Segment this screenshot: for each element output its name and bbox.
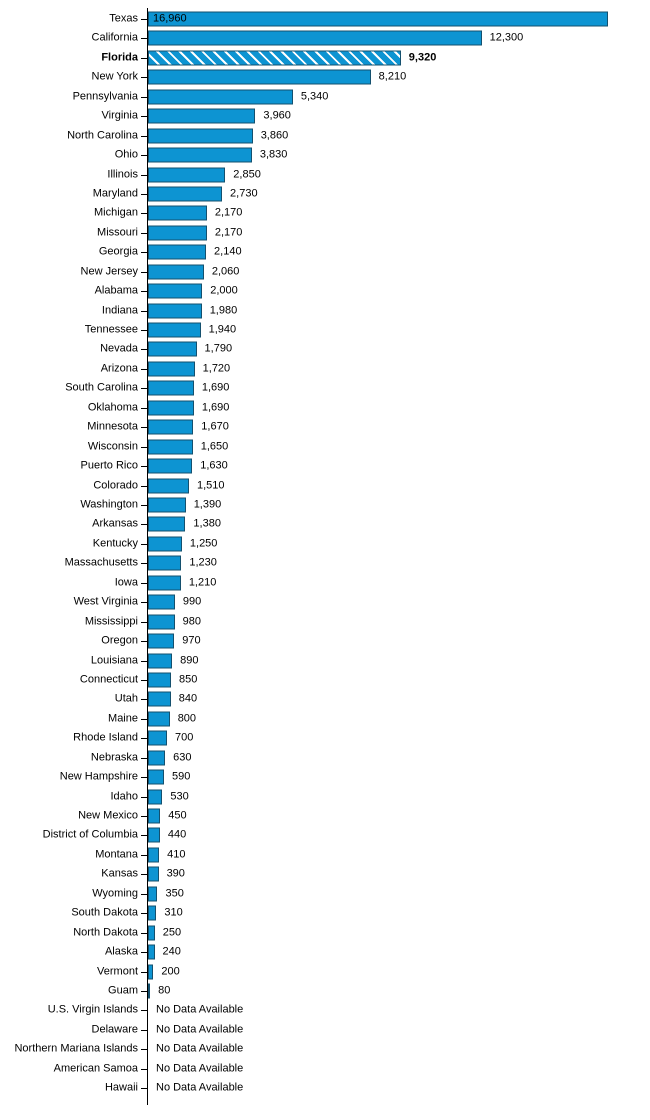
axis-tick	[141, 388, 147, 389]
chart-row	[0, 29, 650, 48]
chart-row	[0, 145, 650, 164]
category-label: Wisconsin	[87, 440, 138, 453]
chart-row	[0, 184, 650, 203]
axis-tick	[141, 1049, 147, 1050]
category-label: West Virginia	[73, 595, 138, 608]
value-label: 800	[177, 712, 197, 725]
axis-tick	[141, 913, 147, 914]
category-label: Arizona	[100, 362, 138, 375]
bar[interactable]	[148, 595, 175, 610]
bar[interactable]	[148, 925, 155, 940]
value-label: 980	[182, 615, 201, 628]
chart-row	[0, 87, 650, 106]
axis-tick	[141, 38, 147, 39]
bar[interactable]	[148, 906, 156, 921]
axis-tick	[141, 505, 147, 506]
axis-tick	[141, 894, 147, 895]
axis-tick	[141, 330, 147, 331]
chart-row	[0, 48, 650, 67]
chart-row	[0, 9, 650, 28]
bar[interactable]	[148, 536, 182, 551]
value-label: 5,340	[300, 90, 329, 103]
bar[interactable]	[148, 89, 293, 104]
category-label: California	[91, 31, 138, 44]
chart-row	[0, 593, 650, 612]
chart-row	[0, 981, 650, 1000]
chart-row	[0, 962, 650, 981]
category-label: New Jersey	[80, 265, 138, 278]
category-label: Alabama	[94, 284, 138, 297]
chart-row	[0, 1001, 650, 1020]
bar[interactable]	[148, 770, 164, 785]
category-label: South Carolina	[65, 381, 138, 394]
axis-tick	[141, 77, 147, 78]
value-label: 2,170	[214, 226, 243, 239]
axis-tick	[141, 1010, 147, 1011]
category-label: Arkansas	[92, 517, 138, 530]
axis-tick	[141, 272, 147, 273]
axis-tick	[141, 58, 147, 59]
value-label: 1,940	[208, 323, 237, 336]
category-label: Mississippi	[84, 615, 138, 628]
axis-tick	[141, 991, 147, 992]
axis-tick	[141, 252, 147, 253]
value-label: 240	[162, 945, 181, 958]
chart-row	[0, 709, 650, 728]
bar[interactable]	[148, 653, 172, 668]
category-label: U.S. Virgin Islands	[47, 1003, 138, 1016]
category-label: Kentucky	[92, 537, 138, 550]
chart-row	[0, 262, 650, 281]
category-label: Minnesota	[87, 420, 138, 433]
axis-tick	[141, 466, 147, 467]
category-label: Texas	[109, 12, 138, 25]
value-label: 80	[158, 984, 171, 997]
category-label: Oklahoma	[87, 401, 138, 414]
bar[interactable]	[148, 264, 204, 279]
axis-tick	[141, 116, 147, 117]
category-label: Guam	[108, 984, 138, 997]
axis-tick	[141, 797, 147, 798]
category-label: Louisiana	[90, 654, 138, 667]
value-label: 3,960	[263, 109, 291, 122]
axis-tick	[141, 233, 147, 234]
value-label: 1,210	[188, 576, 217, 589]
chart-row	[0, 515, 650, 534]
category-label: Oregon	[101, 634, 138, 647]
axis-tick	[141, 136, 147, 137]
value-label: 250	[162, 926, 182, 939]
chart-row	[0, 904, 650, 923]
axis-tick	[141, 427, 147, 428]
value-label: 200	[161, 965, 180, 978]
value-label: 450	[168, 809, 187, 822]
bar[interactable]	[148, 672, 171, 687]
chart-row	[0, 418, 650, 437]
no-data-label: No Data Available	[156, 1023, 244, 1036]
value-label: 1,390	[193, 498, 222, 511]
axis-tick	[141, 855, 147, 856]
bar[interactable]	[148, 284, 202, 299]
bar[interactable]	[148, 323, 201, 338]
chart-row	[0, 670, 650, 689]
category-label: Kansas	[101, 867, 138, 880]
value-label: 1,690	[201, 401, 230, 414]
value-label: 2,170	[214, 206, 243, 219]
axis-tick	[141, 583, 147, 584]
chart-row	[0, 631, 650, 650]
axis-tick	[141, 213, 147, 214]
category-label: Wyoming	[92, 887, 138, 900]
chart-row	[0, 534, 650, 553]
value-label: 700	[174, 731, 194, 744]
bar[interactable]	[148, 70, 371, 85]
axis-tick	[141, 311, 147, 312]
value-label: 440	[167, 828, 187, 841]
category-label: New York	[91, 70, 138, 83]
category-label: Ohio	[114, 148, 138, 161]
chart-row	[0, 165, 650, 184]
value-label: 2,060	[211, 265, 240, 278]
chart-row	[0, 651, 650, 670]
axis-tick	[141, 194, 147, 195]
bar[interactable]	[148, 400, 194, 415]
bar[interactable]	[148, 556, 181, 571]
chart-row	[0, 204, 650, 223]
chart-row	[0, 787, 650, 806]
bar[interactable]	[148, 984, 150, 999]
value-label: 1,670	[201, 420, 229, 433]
category-label: Idaho	[110, 790, 138, 803]
chart-row	[0, 398, 650, 417]
category-label: New Mexico	[78, 809, 138, 822]
category-label: Colorado	[93, 479, 138, 492]
chart-row	[0, 942, 650, 961]
bar[interactable]	[148, 12, 608, 27]
value-label: 1,510	[196, 479, 225, 492]
bar[interactable]	[148, 867, 159, 882]
category-label: Connecticut	[79, 673, 138, 686]
category-label: Virginia	[101, 109, 138, 122]
category-label: Iowa	[114, 576, 138, 589]
bar[interactable]	[148, 167, 225, 182]
axis-tick	[141, 563, 147, 564]
bar[interactable]	[148, 342, 197, 357]
chart-row	[0, 456, 650, 475]
axis-tick	[141, 1088, 147, 1089]
value-label: 530	[170, 790, 189, 803]
bar[interactable]	[148, 498, 186, 513]
category-label: South Dakota	[71, 906, 138, 919]
value-label: 3,830	[259, 148, 288, 161]
bar[interactable]	[148, 148, 252, 163]
chart-row	[0, 126, 650, 145]
category-label: Northern Mariana Islands	[14, 1042, 138, 1055]
axis-tick	[141, 1069, 147, 1070]
chart-row	[0, 320, 650, 339]
axis-tick	[141, 719, 147, 720]
category-label: North Dakota	[73, 926, 138, 939]
bar[interactable]	[148, 614, 175, 629]
category-label: New Hampshire	[59, 770, 138, 783]
chart-row	[0, 223, 650, 242]
chart-row	[0, 68, 650, 87]
value-label: 990	[182, 595, 202, 608]
chart-row	[0, 865, 650, 884]
value-label: 2,850	[233, 168, 261, 181]
value-label: 1,630	[200, 459, 228, 472]
category-label: District of Columbia	[42, 828, 138, 841]
chart-row	[0, 476, 650, 495]
axis-tick	[141, 835, 147, 836]
axis-tick	[141, 602, 147, 603]
category-label: Vermont	[97, 965, 138, 978]
value-label: 850	[179, 673, 198, 686]
value-label: 9,320	[408, 51, 437, 64]
axis-tick	[141, 369, 147, 370]
value-label: 390	[166, 867, 185, 880]
axis-tick	[141, 952, 147, 953]
category-label: Hawaii	[104, 1081, 138, 1094]
value-label: 970	[182, 634, 201, 647]
bar[interactable]	[148, 692, 171, 707]
chart-row	[0, 281, 650, 300]
bar[interactable]	[148, 361, 195, 376]
axis-tick	[141, 155, 147, 156]
value-label: 1,720	[202, 362, 231, 375]
category-label: Alaska	[104, 945, 138, 958]
value-label: 310	[164, 906, 183, 919]
axis-tick	[141, 349, 147, 350]
category-label: Montana	[95, 848, 138, 861]
category-label: Maine	[108, 712, 138, 725]
bar[interactable]	[148, 420, 193, 435]
axis-tick	[141, 622, 147, 623]
axis-tick	[141, 19, 147, 20]
axis-tick	[141, 699, 147, 700]
no-data-label: No Data Available	[156, 1062, 244, 1075]
value-label: 1,650	[200, 440, 229, 453]
bar[interactable]	[148, 789, 162, 804]
axis-tick	[141, 933, 147, 934]
bar-highlighted[interactable]	[148, 50, 401, 65]
chart-row	[0, 573, 650, 592]
bar[interactable]	[148, 517, 185, 532]
value-label: 2,140	[214, 245, 242, 258]
value-label: 1,250	[189, 537, 218, 550]
bar[interactable]	[148, 31, 482, 46]
category-label: Maryland	[92, 187, 138, 200]
chart-row	[0, 748, 650, 767]
value-label: 590	[172, 770, 191, 783]
category-label: Georgia	[98, 245, 138, 258]
chart-row	[0, 1040, 650, 1059]
category-label: American Samoa	[53, 1062, 138, 1075]
chart-row	[0, 612, 650, 631]
category-label: Illinois	[107, 168, 138, 181]
category-label: Delaware	[91, 1023, 138, 1036]
bar[interactable]	[148, 245, 206, 260]
category-label: Nebraska	[90, 751, 138, 764]
bar[interactable]	[148, 575, 181, 590]
value-label: 2,730	[230, 187, 258, 200]
axis-tick	[141, 486, 147, 487]
chart-row	[0, 554, 650, 573]
axis-tick	[141, 175, 147, 176]
bar[interactable]	[148, 711, 170, 726]
chart-row	[0, 1059, 650, 1078]
axis-tick	[141, 641, 147, 642]
bar[interactable]	[148, 381, 194, 396]
chart-row	[0, 690, 650, 709]
bar[interactable]	[148, 964, 153, 979]
value-label: 16,960	[153, 12, 187, 25]
bar[interactable]	[148, 459, 192, 474]
axis-tick	[141, 680, 147, 681]
chart-row	[0, 884, 650, 903]
chart-row	[0, 243, 650, 262]
value-label: 890	[180, 654, 199, 667]
category-label: Utah	[114, 692, 138, 705]
bar[interactable]	[148, 828, 160, 843]
no-data-label: No Data Available	[156, 1042, 244, 1055]
axis-tick	[141, 661, 147, 662]
chart-row	[0, 1079, 650, 1098]
category-label: Michigan	[93, 206, 138, 219]
bar[interactable]	[148, 439, 193, 454]
axis-tick	[141, 447, 147, 448]
bar[interactable]	[148, 128, 253, 143]
chart-row	[0, 729, 650, 748]
bar[interactable]	[148, 886, 157, 901]
chart-row	[0, 767, 650, 786]
axis-tick	[141, 777, 147, 778]
chart-row	[0, 359, 650, 378]
axis-tick	[141, 97, 147, 98]
chart-row	[0, 806, 650, 825]
category-label: Indiana	[101, 304, 138, 317]
value-label: 840	[178, 692, 198, 705]
category-label: Nevada	[100, 342, 138, 355]
value-label: 1,980	[209, 304, 238, 317]
chart-row	[0, 301, 650, 320]
chart-row	[0, 107, 650, 126]
chart-row	[0, 340, 650, 359]
axis-tick	[141, 816, 147, 817]
axis-tick	[141, 738, 147, 739]
value-label: 630	[173, 751, 192, 764]
value-label: 2,000	[210, 284, 238, 297]
chart-row	[0, 1020, 650, 1039]
category-label: North Carolina	[67, 129, 138, 142]
category-label: Florida	[101, 51, 138, 64]
axis-tick	[141, 291, 147, 292]
category-label: Massachusetts	[64, 556, 138, 569]
category-label: Pennsylvania	[72, 90, 138, 103]
category-label: Tennessee	[84, 323, 138, 336]
category-label: Rhode Island	[73, 731, 138, 744]
axis-tick	[141, 408, 147, 409]
axis-tick	[141, 544, 147, 545]
value-label: 8,210	[378, 70, 407, 83]
bar[interactable]	[148, 750, 165, 765]
value-label: 3,860	[260, 129, 289, 142]
bar[interactable]	[148, 809, 160, 824]
value-label: 1,230	[189, 556, 217, 569]
axis-tick	[141, 758, 147, 759]
axis-tick	[141, 874, 147, 875]
chart-row	[0, 826, 650, 845]
bar[interactable]	[148, 206, 207, 221]
chart-row	[0, 437, 650, 456]
no-data-label: No Data Available	[156, 1003, 244, 1016]
bar[interactable]	[148, 847, 159, 862]
bar[interactable]	[148, 186, 222, 201]
value-label: 1,690	[201, 381, 230, 394]
chart-row	[0, 845, 650, 864]
chart-row	[0, 923, 650, 942]
bar[interactable]	[148, 478, 189, 493]
bar[interactable]	[148, 945, 155, 960]
value-label: 350	[165, 887, 184, 900]
bar[interactable]	[148, 109, 255, 124]
axis-tick	[141, 524, 147, 525]
value-label: 12,300	[489, 31, 524, 44]
bar[interactable]	[148, 303, 202, 318]
value-label: 1,790	[204, 342, 233, 355]
bar[interactable]	[148, 225, 207, 240]
category-label: Washington	[80, 498, 138, 511]
bar[interactable]	[148, 731, 167, 746]
bar[interactable]	[148, 634, 174, 649]
axis-tick	[141, 972, 147, 973]
chart-row	[0, 495, 650, 514]
category-label: Missouri	[97, 226, 138, 239]
value-label: 410	[167, 848, 186, 861]
chart-row	[0, 379, 650, 398]
no-data-label: No Data Available	[156, 1081, 244, 1094]
axis-tick	[141, 1030, 147, 1031]
value-label: 1,380	[193, 517, 221, 530]
category-label: Puerto Rico	[80, 459, 138, 472]
